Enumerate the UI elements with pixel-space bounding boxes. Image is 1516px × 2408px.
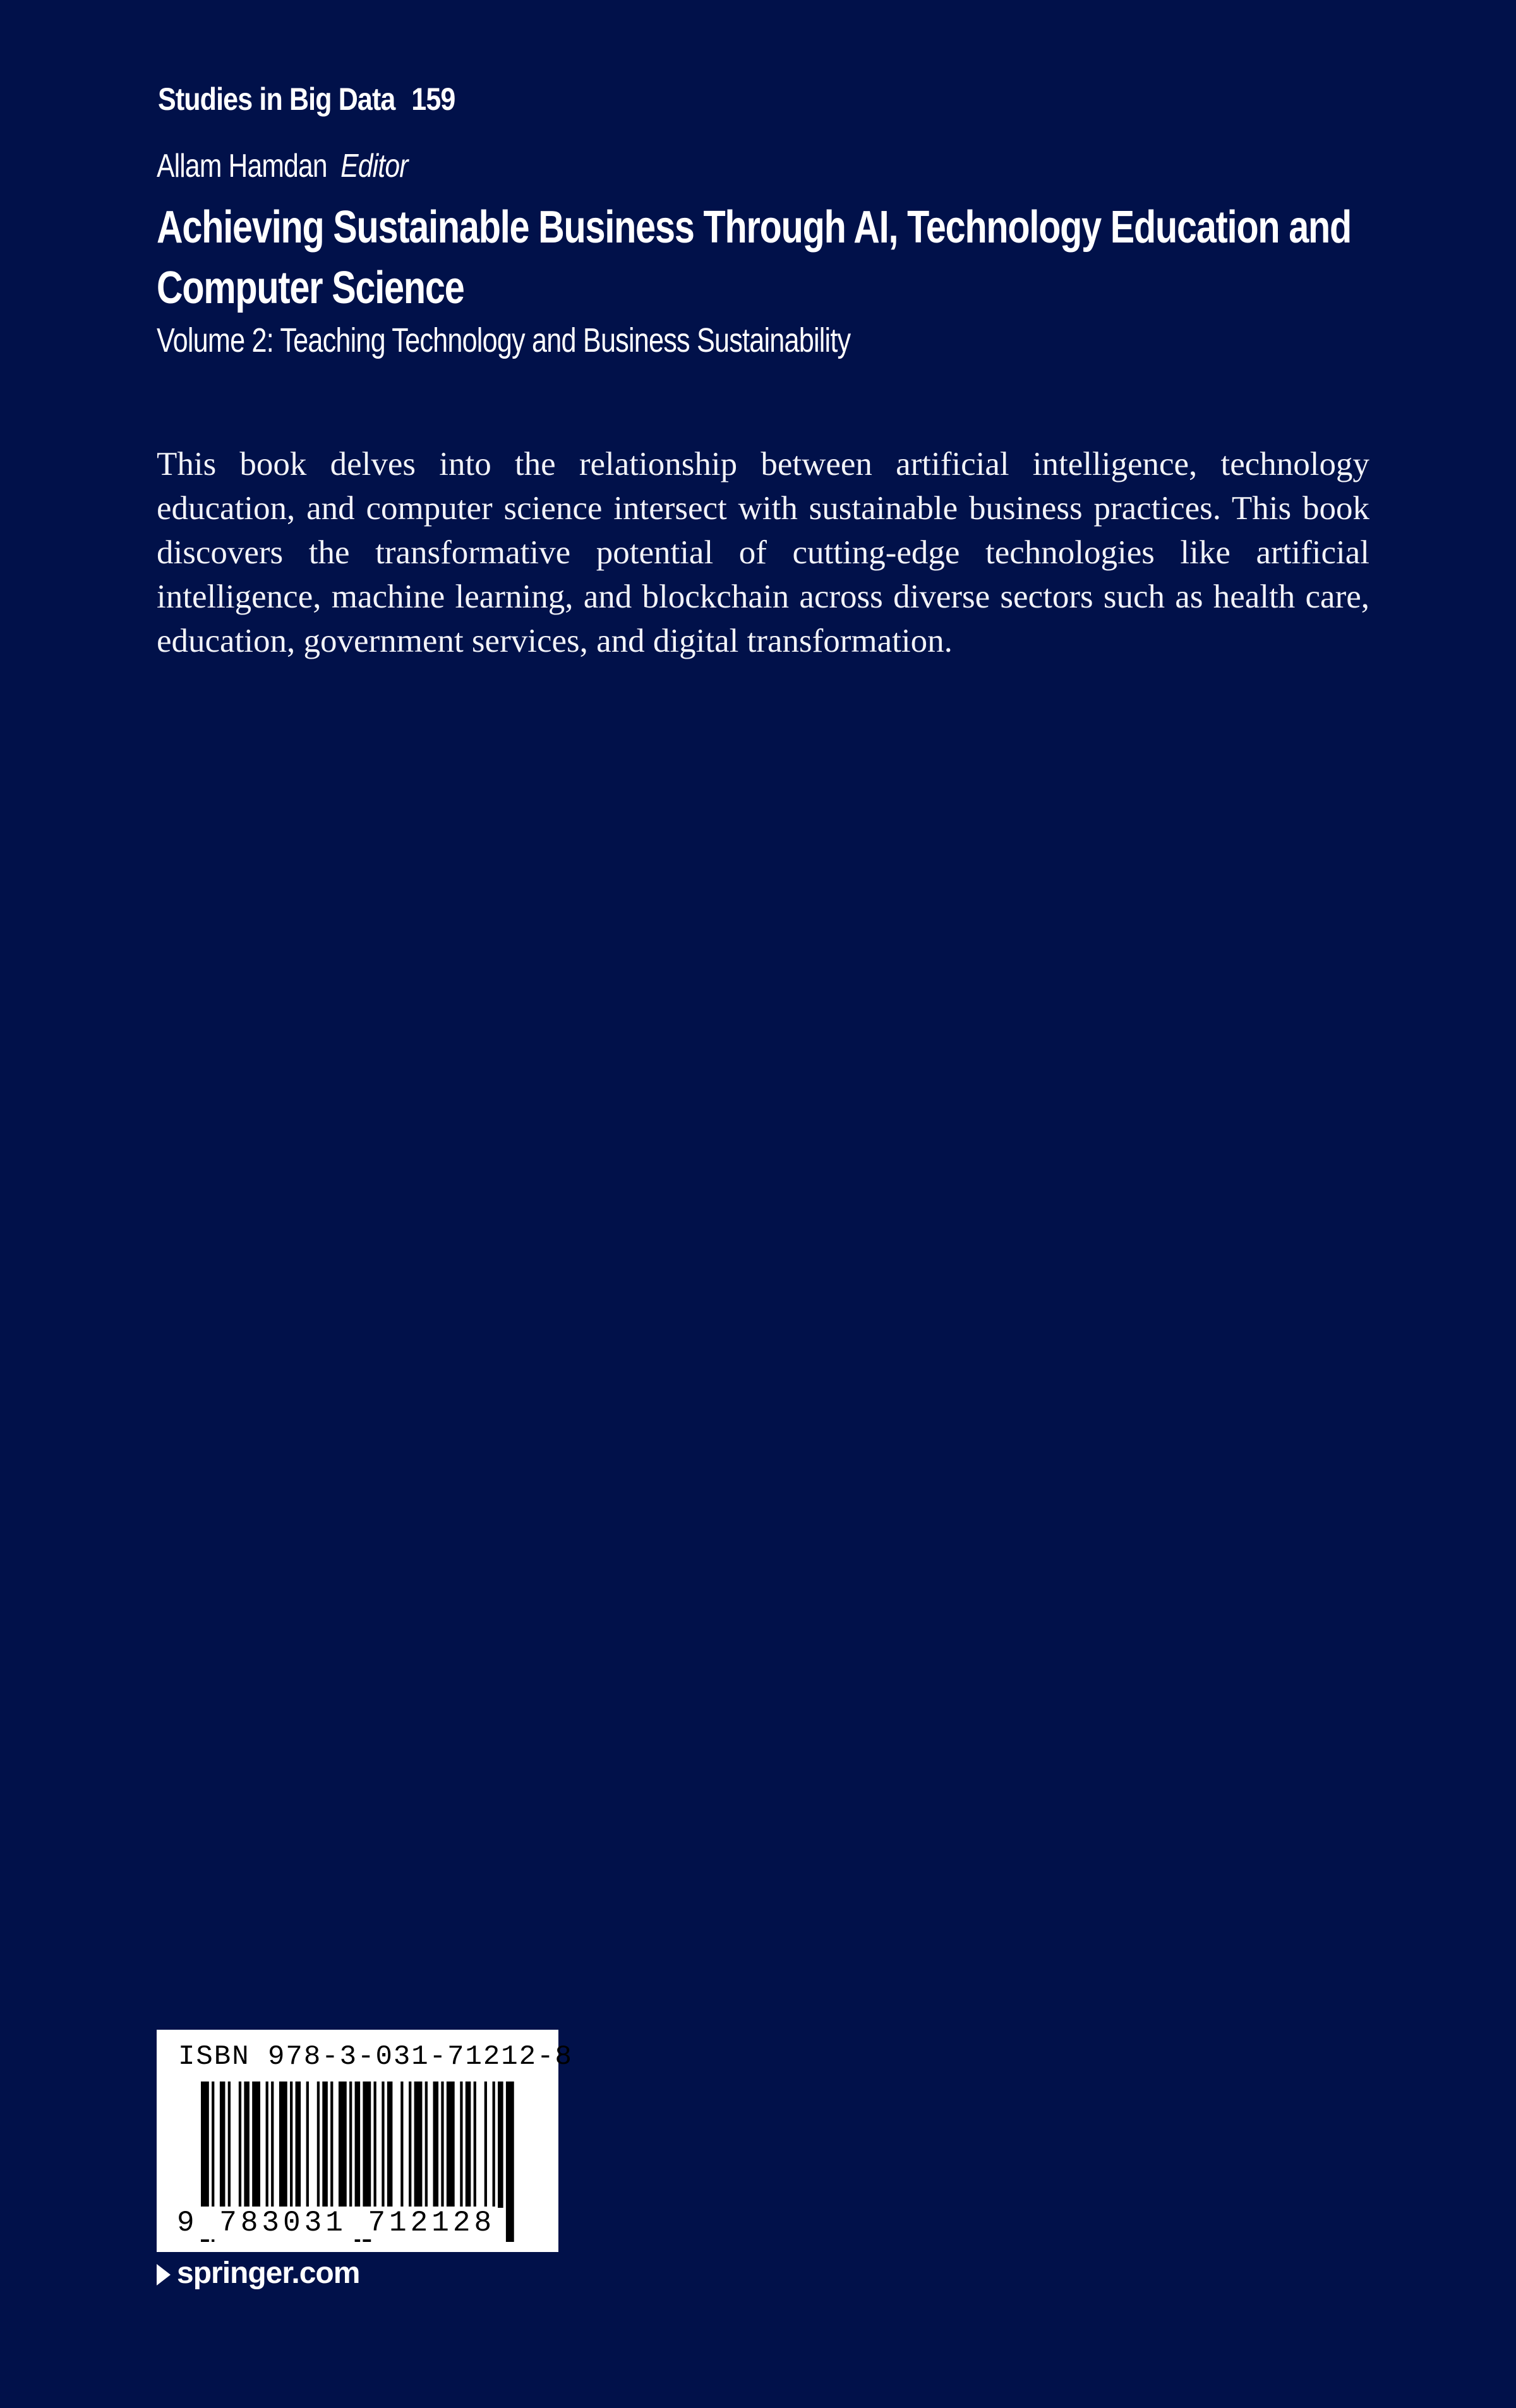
barcode-bar (228, 2082, 231, 2208)
barcode-bar (414, 2082, 423, 2208)
barcode-bar (409, 2082, 411, 2208)
editor-line (157, 147, 408, 185)
barcode-bar (493, 2082, 495, 2208)
barcode-bar (244, 2082, 250, 2208)
barcode-bar (290, 2082, 292, 2208)
series-name: Studies in Big Data (158, 81, 395, 117)
barcode-bar (460, 2082, 462, 2208)
book-description: This book delves into the relationship between artificial intelligence, technology education, and computer science intersect with sustainable business practices. This book discovers the transformative potential of cutting-edge technologies like artificial intelligence, machine learning, and blockchain across diverse sectors such as health care, education, government services, and digital transformation. (157, 446, 1369, 659)
barcode-bar (306, 2082, 309, 2208)
barcode-bar (317, 2082, 320, 2208)
barcode-bar (296, 2082, 301, 2208)
book-subtitle: Volume 2: Teaching Technology and Business Sustainability (157, 321, 851, 359)
barcode-bar (239, 2082, 241, 2208)
editor-name: Allam Hamdan (157, 148, 327, 184)
barcode-bar (349, 2082, 352, 2208)
barcode-bar (266, 2082, 268, 2208)
barcode-bar (447, 2082, 455, 2208)
barcode-bar (433, 2082, 439, 2208)
barcode-digits-text: 9 783031 712128 (177, 2207, 496, 2239)
barcode-digits (176, 2207, 548, 2239)
editor-role: Editor (340, 148, 408, 184)
isbn-barcode (157, 2030, 573, 2252)
book-title: Achieving Sustainable Business Through AI, Technology Education and Computer Science (157, 202, 1352, 313)
barcode-bar (425, 2082, 428, 2208)
publisher-link[interactable] (157, 2256, 359, 2291)
barcode-bar (220, 2082, 226, 2208)
barcode-bar (279, 2082, 287, 2208)
barcode-bar (466, 2082, 471, 2208)
barcode-bar (387, 2082, 393, 2208)
barcode-bar (271, 2082, 274, 2208)
barcode-bar (374, 2082, 376, 2208)
isbn-label: ISBN 978-3-031-71212-8 (178, 2041, 573, 2073)
barcode-bar (498, 2082, 503, 2208)
barcode-bar (484, 2082, 487, 2208)
barcode-bar (252, 2082, 260, 2208)
series-line (158, 81, 455, 117)
barcode-bar (400, 2082, 403, 2208)
barcode-bar (382, 2082, 384, 2208)
barcode-bar (339, 2082, 347, 2208)
triangle-right-icon (157, 2264, 171, 2285)
barcode-bar (330, 2082, 333, 2208)
barcode-bar (441, 2082, 443, 2208)
barcode-bar (474, 2082, 476, 2208)
barcode-bar (322, 2082, 328, 2208)
publisher-website: springer.com (177, 2256, 360, 2290)
series-number: 159 (411, 81, 455, 117)
